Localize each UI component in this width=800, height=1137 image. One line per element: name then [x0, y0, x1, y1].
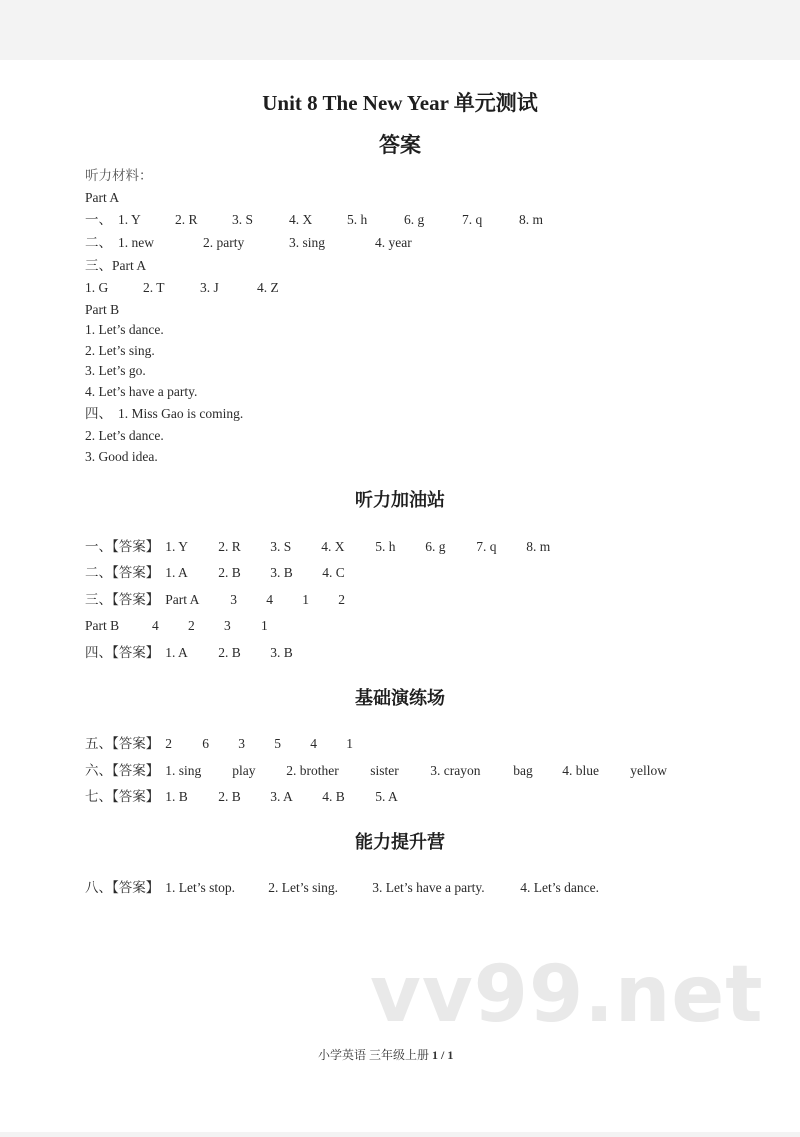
answer-item: 4: [266, 592, 273, 607]
section-heading: 基础演练场: [355, 688, 445, 708]
section-heading: 听力加油站: [355, 490, 445, 510]
answer-item: 2. brother: [286, 763, 339, 778]
answer-row: [85, 539, 556, 555]
answer-item: 1. G: [85, 280, 109, 295]
answer-item: 3. Let’s have a party.: [372, 880, 485, 895]
answer-item: 1: [346, 736, 353, 751]
row-label: 七、【答案】: [85, 789, 160, 804]
answer-item: 1. A: [165, 645, 188, 660]
answer-item: 1. Let’s stop.: [165, 880, 235, 895]
answer-item: 5. A: [375, 789, 398, 804]
answer-item: 1. Y: [118, 212, 141, 227]
listening-q4-row: [85, 406, 249, 422]
row-label: Part B: [85, 618, 120, 633]
answer-row: [85, 736, 359, 752]
answer-item: 3: [238, 736, 245, 751]
script-line: 2. Let’s sing.: [85, 343, 155, 358]
answer-row: [85, 789, 404, 805]
answer-item: 2: [165, 736, 172, 751]
answer-item: 3. S: [232, 212, 254, 227]
answer-item: bag: [513, 763, 533, 778]
answer-item: 3. sing: [289, 235, 326, 250]
answer-item: 3. B: [270, 565, 293, 580]
row-label: 三、【答案】: [85, 592, 160, 607]
listening-heading: 听力材料：: [85, 168, 153, 183]
answer-item: yellow: [630, 763, 667, 778]
answer-item: 1. B: [165, 789, 188, 804]
answer-item: 4. C: [322, 565, 345, 580]
answer-row: [85, 645, 299, 661]
listening-q3-row: [85, 280, 285, 296]
answer-item: 1: [261, 618, 268, 633]
answer-row: [85, 880, 605, 896]
answer-item: 1: [302, 592, 309, 607]
listening-q3-label: 三、Part A: [85, 258, 147, 273]
row-label: 二、【答案】: [85, 565, 160, 580]
answer-item: 3. crayon: [430, 763, 481, 778]
page-number: 1 / 1: [432, 1048, 454, 1062]
row-label: 一、: [85, 212, 112, 227]
answer-item: Part A: [165, 592, 200, 607]
answer-item: 2. Let’s sing.: [268, 880, 338, 895]
answer-item: 4. Let’s dance.: [520, 880, 599, 895]
part-b-label: Part B: [85, 302, 120, 317]
answer-item: 6. g: [425, 539, 446, 554]
answer-item: 4. blue: [562, 763, 599, 778]
answer-row: [85, 592, 351, 608]
answer-item: 2. R: [218, 539, 241, 554]
answer-item: 3. S: [270, 539, 292, 554]
answer-item: 4: [152, 618, 159, 633]
answer-item: sister: [370, 763, 399, 778]
row-label: 六、【答案】: [85, 763, 160, 778]
answer-item: 1. Y: [165, 539, 188, 554]
answer-item: 1. new: [118, 235, 154, 250]
answer-item: 6. g: [404, 212, 425, 227]
row-label: 八、【答案】: [85, 880, 160, 895]
page-footer: [318, 1048, 453, 1062]
answer-item: 6: [202, 736, 209, 751]
answer-item: 4. X: [321, 539, 345, 554]
answer-item: 3. A: [270, 789, 293, 804]
answer-item: 1. sing: [165, 763, 202, 778]
answer-item: 3: [224, 618, 231, 633]
row-label: 五、【答案】: [85, 736, 160, 751]
answer-item: 4: [310, 736, 317, 751]
row-label: 二、: [85, 235, 112, 250]
answer-item: 4. X: [289, 212, 313, 227]
part-a-label: Part A: [85, 190, 120, 205]
answer-row: [85, 618, 274, 634]
listening-q2-row: [85, 235, 418, 251]
answer-item: 5. h: [347, 212, 368, 227]
script-line: 1. Miss Gao is coming.: [118, 406, 244, 421]
row-label: 四、【答案】: [85, 645, 160, 660]
answer-item: 3: [230, 592, 237, 607]
answer-item: play: [232, 763, 256, 778]
answer-item: 8. m: [519, 212, 544, 227]
footer-text: 小学英语 三年级上册: [318, 1048, 430, 1062]
answer-item: 2: [338, 592, 345, 607]
answer-item: 2: [188, 618, 195, 633]
script-line: 3. Good idea.: [85, 449, 158, 464]
answer-row: [85, 763, 673, 779]
script-line: 2. Let’s dance.: [85, 428, 164, 443]
page-title: Unit 8 The New Year 单元测试: [262, 91, 538, 115]
script-line: 1. Let’s dance.: [85, 322, 164, 337]
answer-row: [85, 565, 351, 581]
answer-item: 4. year: [375, 235, 412, 250]
script-line: 4. Let’s have a party.: [85, 384, 198, 399]
answer-item: 2. party: [203, 235, 245, 250]
answer-item: 2. B: [218, 565, 241, 580]
answer-item: 7. q: [476, 539, 497, 554]
answer-item: 5. h: [375, 539, 396, 554]
answer-item: 2. T: [143, 280, 165, 295]
answer-item: 2. B: [218, 645, 241, 660]
listening-q4-label: 四、: [85, 406, 112, 421]
answer-item: 7. q: [462, 212, 483, 227]
answer-item: 2. B: [218, 789, 241, 804]
answer-item: 4. B: [322, 789, 345, 804]
answer-item: 1. A: [165, 565, 188, 580]
answer-item: 8. m: [526, 539, 551, 554]
listening-q1-row: [85, 212, 549, 228]
answer-item: 5: [274, 736, 281, 751]
page-subtitle: 答案: [379, 133, 421, 157]
answer-item: 3. J: [200, 280, 219, 295]
row-label: 一、【答案】: [85, 539, 160, 554]
script-line: 3. Let’s go.: [85, 363, 146, 378]
section-heading: 能力提升营: [355, 832, 445, 852]
answer-item: 3. B: [270, 645, 293, 660]
answer-item: 2. R: [175, 212, 198, 227]
answer-item: 4. Z: [257, 280, 279, 295]
watermark: vv99.net: [370, 950, 764, 1040]
